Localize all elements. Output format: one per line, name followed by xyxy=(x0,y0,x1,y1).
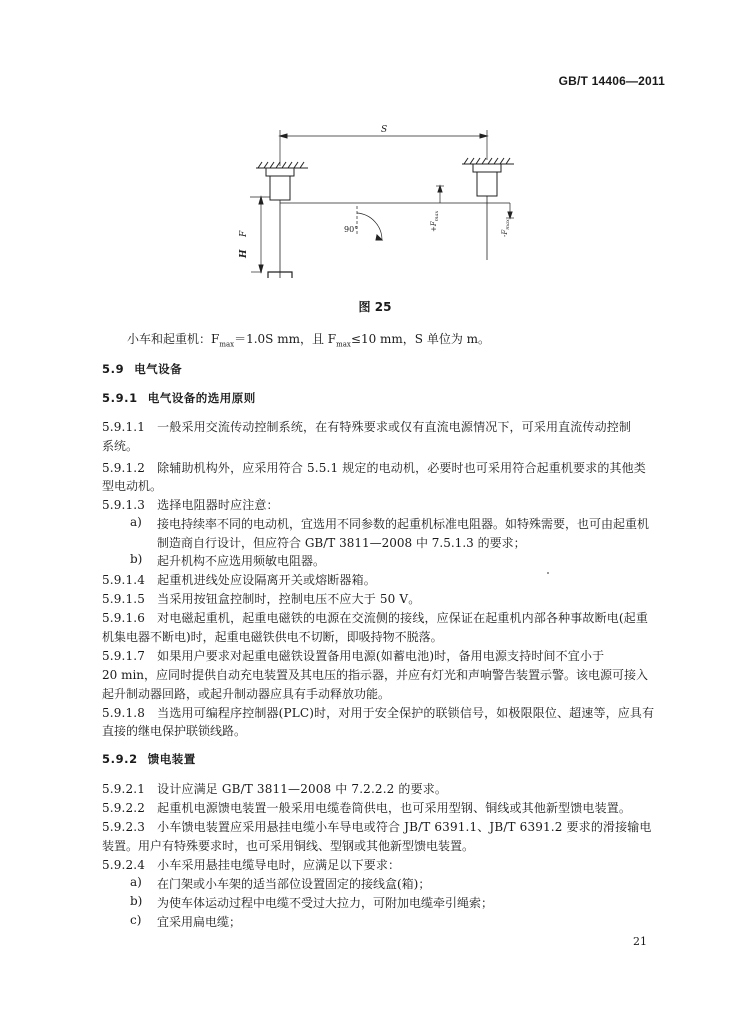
figure-25-diagram xyxy=(0,120,750,298)
left-wheel-flange xyxy=(266,168,294,176)
paragraph-5-9-1-2: 5.9.1.2 除辅助机构外，应采用符合 5.5.1 规定的电动机，必要时也可采用符合起重机要求的其他类 xyxy=(102,461,646,475)
left-wheel xyxy=(270,176,290,200)
paragraph-5-9-1-1-cont: 系统。 xyxy=(102,439,139,453)
scan-speck xyxy=(547,572,549,574)
paragraph-5-9-2-3-cont: 装置。用户有特殊要求时，也可采用铜线、型钢或其他新型馈电装置。 xyxy=(102,839,475,853)
paragraph-5-9-1-7-cont1: 20 min，应同时提供自动充电装置及其电压的指示器，并应有灯光和声响警告装置示警。该电源可接入 xyxy=(102,668,649,682)
list-marker-b: b) xyxy=(130,552,143,566)
paragraph-5-9-1-8: 5.9.1.8 当选用可编程序控制器(PLC)时，对用于安全保护的联锁信号，如极限限位、超速等，应具有 xyxy=(102,706,655,720)
f-label: F xyxy=(239,230,249,237)
paragraph-5-9-1-3: 5.9.1.3 选择电阻器时应注意： xyxy=(102,498,279,512)
section-5-9-2-heading: 5.9.2 馈电装置 xyxy=(102,752,196,766)
paragraph-5-9-1-2-cont: 型电动机。 xyxy=(102,479,163,493)
figure-caption: 图 25 xyxy=(358,300,392,314)
paragraph-5-9-2-4: 5.9.2.4 小车采用悬挂电缆导电时，应满足以下要求： xyxy=(102,858,401,872)
list-marker-a-2: a) xyxy=(130,875,142,889)
list-marker-c-2: c) xyxy=(130,913,142,927)
angle-label: 90° xyxy=(344,225,359,234)
f-plus-max-label: $+F_{max}$ xyxy=(430,210,440,232)
paragraph-5-9-2-1: 5.9.2.1 设计应满足 GB/T 3811—2008 中 7.2.2.2 的要求。 xyxy=(102,782,448,796)
section-5-9-1-heading: 5.9.1 电气设备的选用原则 xyxy=(102,391,256,405)
list-item-a: 接电持续率不同的电动机，宜选用不同参数的起重机标准电阻器。如特殊需要，也可由起重机 xyxy=(157,517,650,531)
paragraph-5-9-1-7: 5.9.1.7 如果用户要求对起重电磁铁设置备用电源(如蓄电池)时，备用电源支持时间不宜小于 xyxy=(102,649,605,663)
paragraph-5-9-1-6: 5.9.1.6 对电磁起重机，起重电磁铁的电源在交流侧的接线，应保证在起重机内部各种事故断电(起重 xyxy=(102,611,649,625)
page-number: 21 xyxy=(633,935,647,948)
standard-number: GB/T 14406—2011 xyxy=(558,74,665,88)
paragraph-5-9-2-2: 5.9.2.2 起重机电源馈电装置一般采用电缆卷筒供电，也可采用型钢、铜线或其他新型馈电装置。 xyxy=(102,801,632,815)
list-item-b: 起升机构不应选用频敏电阻器。 xyxy=(157,554,326,568)
right-wheel-flange xyxy=(473,164,501,172)
f-minus-max-label: $-F_{max}$ xyxy=(501,219,511,237)
right-wheel xyxy=(477,172,497,196)
paragraph-5-9-1-7-cont2: 起升制动器回路，或起升制动器应具有手动释放功能。 xyxy=(102,687,391,701)
list-marker-b-2: b) xyxy=(130,894,143,908)
list-item-b-2: 为使车体运动过程中电缆不受过大拉力，可附加电缆牵引绳索； xyxy=(157,896,494,910)
section-5-9-heading: 5.9 电气设备 xyxy=(102,362,183,376)
paragraph-5-9-1-1: 5.9.1.1 一般采用交流传动控制系统，在有特殊要求或仅有直流电源情况下，可采用直流传动控制 xyxy=(102,420,632,434)
list-item-a-cont: 制造商自行设计，但应符合 GB/T 3811—2008 中 7.5.1.3 的要求； xyxy=(157,536,526,550)
paragraph-5-9-1-4: 5.9.1.4 起重机进线处应设隔离开关或熔断器箱。 xyxy=(102,573,376,587)
paragraph-5-9-1-8-cont: 直接的继电保护联锁线路。 xyxy=(102,724,247,738)
list-item-c-2: 宜采用扁电缆； xyxy=(157,915,242,929)
paragraph-5-9-1-5: 5.9.1.5 当采用按钮盒控制时，控制电压不应大于 50 V。 xyxy=(102,592,421,606)
list-marker-a: a) xyxy=(130,515,142,529)
span-label: S xyxy=(381,125,388,135)
paragraph-5-9-1-6-cont: 机集电器不断电)时，起重电磁铁供电不切断，即吸持物不脱落。 xyxy=(102,630,443,644)
left-rail-hatch xyxy=(258,162,304,168)
list-item-a-2: 在门架或小车架的适当部位设置固定的接线盒(箱)； xyxy=(157,877,431,891)
figure-note: 小车和起重机：$F_{max}=1.0S$ mm，且 $F_{max}\le 10$ mm，S 单位为 m。 xyxy=(127,332,491,349)
paragraph-5-9-2-3: 5.9.2.3 小车馈电装置应采用悬挂电缆小车导电或符合 JB/T 6391.1、JB/T 6391.2 要求的滑接输电 xyxy=(102,820,652,834)
h-label: H xyxy=(239,249,249,258)
